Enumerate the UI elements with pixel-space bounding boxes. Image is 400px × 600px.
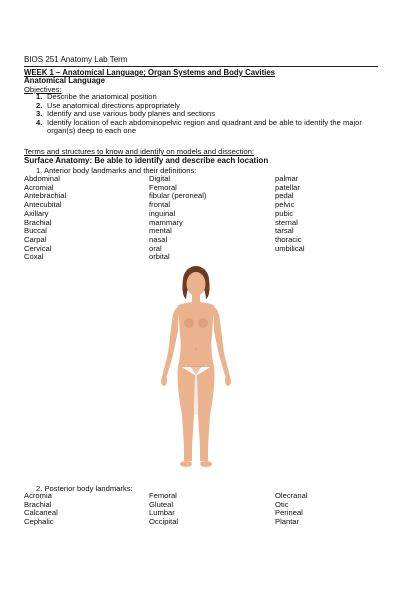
landmark-term: Acromia (24, 491, 52, 500)
objective-text: Identify location of each abdominopelvic region and quadrant and be able to identify the major organ(s) deep to each one (47, 117, 362, 136)
posterior-landmarks (24, 492, 375, 527)
landmark-term: mental (149, 226, 172, 236)
posterior-column-1 (24, 492, 149, 527)
objectives-label: Objectives: (24, 85, 62, 94)
objective-item (36, 119, 376, 136)
objectives-list (36, 93, 376, 136)
anterior-column-2 (149, 175, 275, 262)
objective-text: Identify and use various body planes and sections (47, 109, 216, 119)
landmark-term: Perineal (275, 508, 303, 518)
posterior-column-3 (275, 492, 375, 527)
landmark-term: Cephalic (24, 517, 54, 527)
anatomical-figure-image (148, 265, 244, 473)
terms-heading: Terms and structures to know and identify on models and dissection: (24, 147, 255, 156)
landmark-term: Antecubital (24, 200, 62, 210)
landmark-term: Otic (275, 499, 289, 509)
landmark-term: tarsal (275, 226, 294, 236)
posterior-column-2 (149, 492, 275, 527)
landmark-term: pubic (275, 208, 294, 218)
landmark-term: nasal (149, 234, 168, 244)
landmark-term: frontal (149, 200, 171, 210)
objective-number: 1. (36, 92, 43, 101)
header-rule (24, 66, 378, 67)
landmark-term: orbital (149, 252, 170, 262)
landmark-term: patellar (275, 182, 300, 192)
objective-text: Describe the anatomical position (47, 92, 157, 101)
posterior-heading: 2. Posterior body landmarks: (36, 484, 133, 493)
landmark-term: Plantar (275, 517, 300, 527)
landmark-term: palmar (275, 174, 299, 183)
course-header: BIOS 251 Anatomy Lab Term (24, 55, 128, 64)
landmark-term: inguinal (149, 208, 176, 218)
objective-number: 2. (36, 100, 43, 110)
objective-text: Use anatomical directions appropriately (47, 100, 180, 110)
landmark-term: thoracic (275, 234, 302, 244)
landmark-term: Antebrachial (24, 191, 67, 201)
landmark-term: Lumbar (149, 508, 175, 518)
anterior-landmarks (24, 175, 375, 262)
landmark-term: mammary (149, 217, 183, 227)
landmark-term: Calcaneal (24, 508, 58, 518)
anterior-heading: 1. Anterior body landmarks and their definitions: (36, 166, 197, 175)
section-title: Anatomical Language (24, 76, 106, 85)
landmark-term: Gluteal (149, 499, 174, 509)
anterior-column-1 (24, 175, 149, 262)
landmark-term: Brachial (24, 217, 52, 227)
landmark-term: Occipital (149, 517, 179, 527)
landmark-term: Cervical (24, 243, 52, 253)
objective-number: 4. (36, 117, 43, 127)
landmark-term: Carpal (24, 234, 47, 244)
landmark-term: sternal (275, 217, 298, 227)
landmark-term: oral (149, 243, 162, 253)
landmark-term: fibular (peroneal) (149, 191, 207, 201)
landmark-term: pedal (275, 191, 294, 201)
landmark-term: Coxal (24, 252, 44, 262)
landmark-term: Abdominal (24, 174, 60, 183)
landmark-term: Axillary (24, 208, 49, 218)
landmark-term: Acromial (24, 182, 54, 192)
landmark-term: Brachial (24, 499, 52, 509)
landmark-term: Olecranal (275, 491, 308, 500)
objective-number: 3. (36, 109, 43, 119)
anterior-column-3 (275, 175, 375, 262)
landmark-term: pelvic (275, 200, 295, 210)
landmark-term: umbilical (275, 243, 305, 253)
landmark-term: Buccal (24, 226, 47, 236)
landmark-term: Femoral (149, 491, 177, 500)
surface-anatomy-heading: Surface Anatomy: Be able to identify and describe each location (24, 156, 269, 165)
landmark-term: Digital (149, 174, 171, 183)
week-title: WEEK 1 – Anatomical Language; Organ Systems and Body Cavities (24, 68, 276, 77)
landmark-term: Femoral (149, 182, 177, 192)
